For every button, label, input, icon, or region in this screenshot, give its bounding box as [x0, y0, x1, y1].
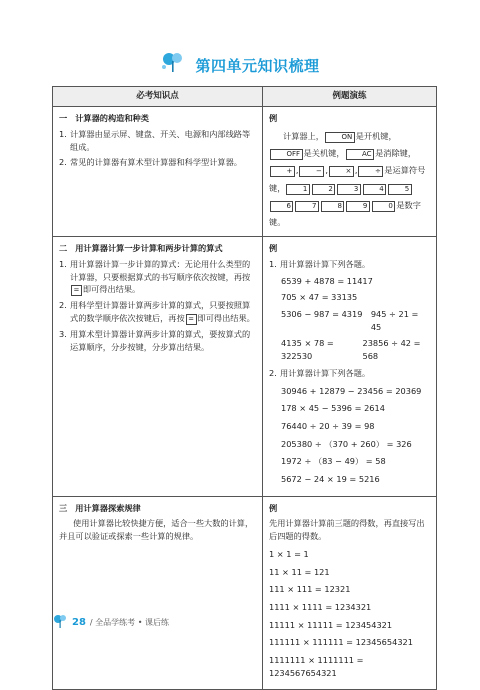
digit-key: 5: [388, 184, 411, 195]
pattern-row: 1111111 × 1111111 = 1234567654321: [269, 655, 364, 678]
off-key: OFF: [270, 149, 303, 160]
digit-key: 3: [337, 184, 360, 195]
equation-row: 5306 − 987 = 4319 945 ÷ 21 = 45: [281, 309, 419, 332]
ac-key: AC: [346, 149, 375, 160]
sec3-example: [263, 496, 437, 690]
page-footer: [52, 614, 169, 630]
tree-icon: [52, 614, 68, 630]
page-title: 第四单元知识梳理: [195, 56, 320, 75]
knowledge-table: [52, 86, 437, 690]
equation-row: 4135 × 78 = 322530 23856 ÷ 42 = 568: [281, 338, 421, 362]
sec2-knowledge: [53, 237, 263, 497]
example-label: 例: [269, 502, 278, 513]
digit-key: 7: [295, 201, 318, 212]
digit-key: 0: [372, 201, 395, 212]
footer-text: / 全品学练考 • 课后练: [89, 617, 169, 627]
equation-row: 6539 + 4878 = 11417: [281, 275, 373, 286]
example-label: 例: [269, 243, 278, 254]
sec1-example-text: 计算器上， ON 是开机键，OFF 是关机键， AC 是消除键，+ , − , × , ÷ 是运算符号键， 1 2 3 4 56 7 8 9 0 是数字键。: [269, 130, 426, 227]
col-header-examples: 例题演练: [263, 87, 437, 107]
page-header: [0, 52, 480, 78]
tree-icon: [160, 52, 186, 78]
sec3-title: 三 用计算器探索规律: [59, 502, 141, 513]
pattern-row: 1 × 1 = 1: [269, 548, 309, 559]
exercise-1-equations: [281, 275, 430, 363]
sec1-title: 一 计算器的构造和种类: [59, 113, 149, 124]
exercise-2-equations: [281, 385, 430, 486]
equals-key: =: [71, 285, 82, 296]
list-item: 1. 用计算器计算一步计算的算式：无论用什么类型的计算器，只要根据算式的书写顺序依次按键，再按= 即可得出结果。: [59, 258, 251, 295]
digit-key: 9: [346, 201, 369, 212]
pattern-row: 1111 × 1111 = 1234321: [269, 601, 372, 612]
times-key: ×: [329, 166, 354, 177]
digit-key: 8: [321, 201, 344, 212]
list-item: 2. 用科学型计算器计算两步计算的算式，只要按照算式的数学顺序依次按键后，再按 = 即可得出结果。: [59, 300, 255, 323]
exercise-2-title: 2. 用计算器计算下列各题。: [269, 367, 371, 378]
list-item: 2. 常见的计算器有算术型计算器和科学型计算器。: [59, 157, 242, 168]
digit-key: 1: [286, 184, 309, 195]
digit-key: 6: [270, 201, 293, 212]
minus-key: −: [299, 166, 324, 177]
pattern-row: 11111 × 11111 = 123454321: [269, 619, 393, 630]
pattern-row: 11 × 11 = 121: [269, 566, 330, 577]
sec2-example: [263, 237, 437, 497]
equation-row: 76440 ÷ 20 ÷ 39 = 98: [281, 420, 375, 431]
page-number: 28: [72, 616, 86, 628]
equation-row: 705 × 47 = 33135: [281, 292, 358, 303]
col-header-knowledge: 必考知识点: [53, 87, 263, 107]
sec3-text: 使用计算器比较快捷方便，适合一些大数的计算，并且可以验证或探索一些计算的规律。: [59, 518, 254, 542]
table-row: [53, 107, 437, 237]
list-item: 1. 计算器由显示屏、键盘、开关、电源和内部线路等组成。: [59, 128, 251, 152]
digit-key: 2: [312, 184, 335, 195]
table-header-row: [53, 87, 437, 107]
table-row: [53, 237, 437, 497]
pattern-row: 111 × 111 = 12321: [269, 584, 351, 595]
sec1-knowledge: [53, 107, 263, 237]
on-key: ON: [325, 132, 355, 143]
pattern-row: 111111 × 111111 = 12345654321: [269, 637, 413, 648]
list-item: 3. 用算术型计算器计算两步计算的算式，要按算式的运算顺序，分步按键，分步算出结果。: [59, 329, 251, 352]
exercise-1-title: 1. 用计算器计算下列各题。: [269, 258, 371, 269]
sec3-knowledge: [53, 496, 263, 690]
sec2-title: 二 用计算器计算一步计算和两步计算的算式: [59, 243, 223, 254]
equation-row: 178 × 45 − 5396 = 2614: [281, 403, 385, 414]
equation-row: 1972 ÷ （83 − 49） = 58: [281, 456, 386, 467]
sec3-example-text: 先用计算器计算前三题的得数，再直接写出后四题的得数。: [269, 518, 425, 542]
sec1-example: [263, 107, 437, 237]
equals-key: =: [186, 314, 197, 325]
equation-row: 5672 − 24 × 19 = 5216: [281, 474, 380, 485]
equation-row: 205380 ÷ （370 + 260） = 326: [281, 438, 412, 449]
divide-key: ÷: [358, 166, 383, 177]
equation-row: 30946 + 12879 − 23456 = 20369: [281, 385, 422, 396]
example-label: 例: [269, 113, 278, 124]
table-row: [53, 496, 437, 690]
plus-key: +: [270, 166, 295, 177]
digit-key: 4: [363, 184, 386, 195]
